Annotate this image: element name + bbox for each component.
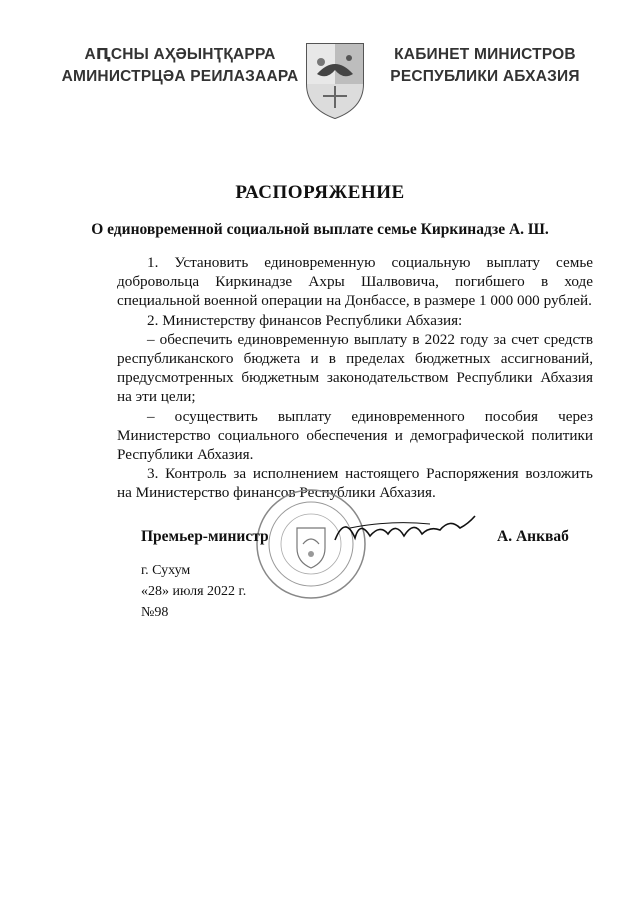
document-title: РАСПОРЯЖЕНИЕ	[235, 182, 405, 203]
paragraph-2b: – осуществить выплату единовременного пособия через Министерство социального обеспечения и демографической политики Республики Абхазия.	[117, 407, 593, 464]
header-abkhaz-line2: АМИНИСТРЦӘА РЕИЛАЗААРА	[61, 68, 299, 85]
footer-date: «28» июля 2022 г.	[141, 584, 247, 599]
paragraph-2a: – обеспечить единовременную выплату в 2022 году за счет средств республиканского бюджета и в пределах бюджетных ассигнований, предусмотренных бюджетным законодательством Республики Абхазия на эти цели;	[117, 330, 593, 406]
header-abkhaz-line1: АԤСНЫ АҲӘЫНҬҚАРРА	[84, 46, 276, 63]
document-body	[117, 253, 593, 503]
signatory-position: Премьер-министр	[141, 528, 269, 545]
header-abkhaz	[60, 44, 300, 88]
paragraph-1: 1. Установить единовременную социальную выплату семье добровольца Киркинадзе Ахры Шалвовича, погибшего в ходе специальной военной операции на Донбассе, в размере 1 000 000 рублей.	[117, 254, 593, 310]
paragraph-2: 2. Министерству финансов Республики Абхазия:	[147, 311, 463, 329]
coat-of-arms-icon	[303, 40, 367, 120]
header-russian	[375, 44, 595, 88]
handwritten-signature-icon	[330, 510, 480, 550]
footer-city: г. Сухум	[141, 563, 191, 578]
signatory-name: А. Анкваб	[497, 528, 569, 545]
header-russian-line2: РЕСПУБЛИКИ АБХАЗИЯ	[390, 68, 580, 85]
header-russian-line1: КАБИНЕТ МИНИСТРОВ	[394, 46, 576, 63]
document-subtitle: О единовременной социальной выплате семье Киркинадзе А. Ш.	[91, 221, 549, 238]
footer-number: №98	[141, 605, 169, 620]
paragraph-3: 3. Контроль за исполнением настоящего Распоряжения возложить на Министерство финансов Республики Абхазия.	[117, 465, 593, 502]
